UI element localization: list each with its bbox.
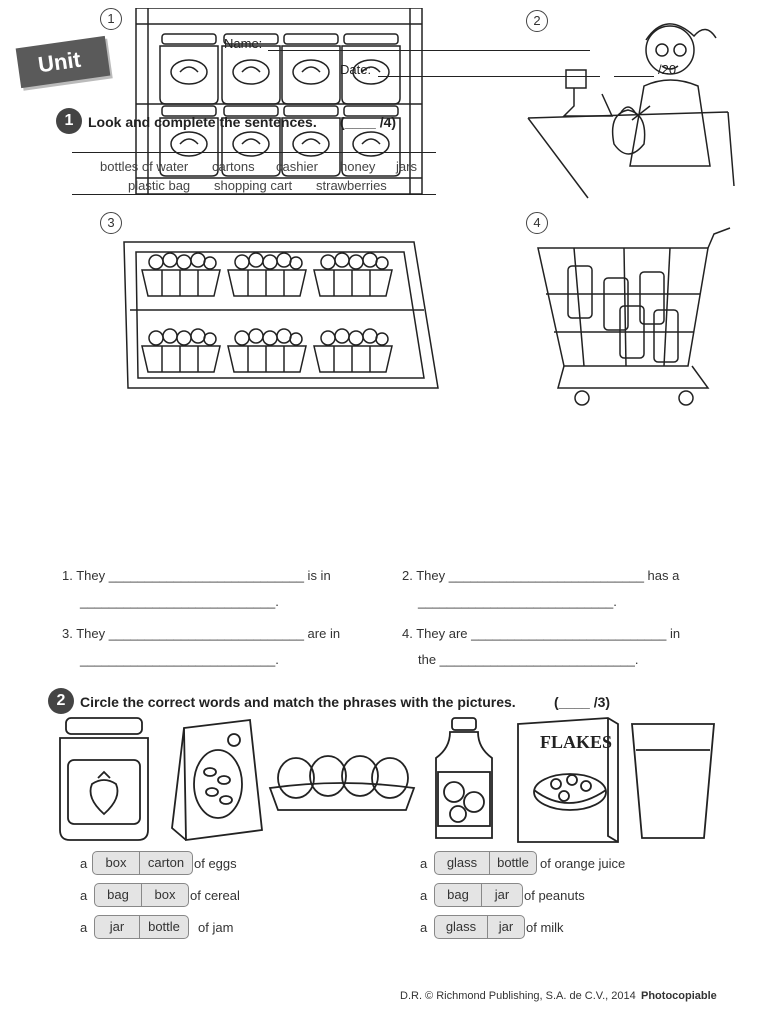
option-glass[interactable]: glass xyxy=(446,855,478,870)
word-bank-item: jars xyxy=(396,159,417,174)
sentence-3-line-2[interactable]: ___________________________. xyxy=(80,652,279,667)
choice-suffix-orange-juice: of orange juice xyxy=(540,856,626,871)
choice-prefix: a xyxy=(420,856,428,871)
exercise-1-score: (____ /4) xyxy=(340,114,397,130)
unit-tab xyxy=(16,36,111,88)
picture-number-3: 3 xyxy=(100,212,122,234)
choice-prefix: a xyxy=(420,920,428,935)
choice-prefix: a xyxy=(80,856,88,871)
word-bank-item: strawberries xyxy=(316,178,387,193)
exercise-1-badge: 1 xyxy=(56,108,82,134)
shopping-cart-illustration xyxy=(534,214,734,410)
choice-prefix: a xyxy=(80,888,88,903)
orange-juice-choice-group xyxy=(434,851,537,875)
copyright-notice: D.R. © Richmond Publishing, S.A. de C.V., 2014 xyxy=(400,990,636,1002)
option-jar[interactable]: jar xyxy=(109,919,125,934)
jam-jar-illustration xyxy=(54,716,154,844)
sentence-2-line-1[interactable]: 2. They ___________________________ has a xyxy=(402,568,680,583)
cereal-box-label: FLAKES xyxy=(540,732,613,752)
milk-choice-group xyxy=(434,915,525,939)
option-bag[interactable]: bag xyxy=(447,887,469,902)
choice-suffix-eggs: of eggs xyxy=(194,856,237,871)
option-glass[interactable]: glass xyxy=(445,919,477,934)
choice-suffix-peanuts: of peanuts xyxy=(524,888,585,903)
word-bank-item: cartons xyxy=(212,159,255,174)
milk-glass-illustration xyxy=(630,722,716,840)
word-bank-item: honey xyxy=(340,159,376,174)
eggs-choice-group xyxy=(92,851,193,875)
sentence-2-line-2[interactable]: ___________________________. xyxy=(418,594,617,609)
choice-suffix-jam: of jam xyxy=(198,920,234,935)
exercise-1-instruction: Look and complete the sentences. xyxy=(88,114,317,130)
sentence-4-line-1[interactable]: 4. They are ___________________________ in xyxy=(402,626,681,641)
choice-suffix-cereal: of cereal xyxy=(190,888,240,903)
picture-number-4: 4 xyxy=(526,212,548,234)
exercise-2-score: (____ /3) xyxy=(554,694,611,710)
unit-label: Unit xyxy=(36,46,83,78)
option-box[interactable]: box xyxy=(105,855,127,870)
sentence-1-line-1[interactable]: 1. They ___________________________ is in xyxy=(62,568,331,583)
option-jar[interactable]: jar xyxy=(487,916,524,938)
picture-number-1: 1 xyxy=(100,8,122,30)
word-bank-top-rule xyxy=(72,152,436,153)
option-bottle[interactable]: bottle xyxy=(139,916,188,938)
egg-carton-illustration xyxy=(266,752,418,814)
sentence-4-line-2[interactable]: the ___________________________. xyxy=(418,652,639,667)
date-label: Date: xyxy=(340,62,372,77)
option-bag[interactable]: bag xyxy=(107,887,129,902)
choice-suffix-milk: of milk xyxy=(526,920,564,935)
choice-prefix: a xyxy=(80,920,88,935)
picture-number-2: 2 xyxy=(526,10,548,32)
cashier-illustration xyxy=(520,10,740,206)
choice-prefix: a xyxy=(420,888,428,903)
option-carton[interactable]: carton xyxy=(139,852,192,874)
word-bank-item: plastic bag xyxy=(128,178,191,193)
word-bank-bottom-rule xyxy=(72,194,436,195)
word-bank-item: bottles of water xyxy=(100,159,189,174)
option-jar[interactable]: jar xyxy=(481,884,522,906)
exercise-2-instruction: Circle the correct words and match the phrases with the pictures. xyxy=(80,694,516,710)
cereal-choice-group xyxy=(94,883,189,907)
peanuts-choice-group xyxy=(434,883,523,907)
orange-juice-bottle-illustration xyxy=(432,716,496,844)
score-total: /20 xyxy=(658,62,677,77)
name-label: Name: xyxy=(224,36,263,51)
jam-choice-group xyxy=(94,915,189,939)
option-bottle[interactable]: bottle xyxy=(489,852,536,874)
option-box[interactable]: box xyxy=(141,884,188,906)
word-bank-item: shopping cart xyxy=(214,178,293,193)
photocopiable-label: Photocopiable xyxy=(641,990,717,1002)
sentence-3-line-1[interactable]: 3. They ___________________________ are in xyxy=(62,626,341,641)
word-bank-item: cashier xyxy=(276,159,318,174)
exercise-2-badge: 2 xyxy=(48,688,74,714)
peanuts-bag-illustration xyxy=(170,718,264,842)
strawberries-shelf-illustration xyxy=(118,230,442,396)
sentence-1-line-2[interactable]: ___________________________. xyxy=(80,594,279,609)
